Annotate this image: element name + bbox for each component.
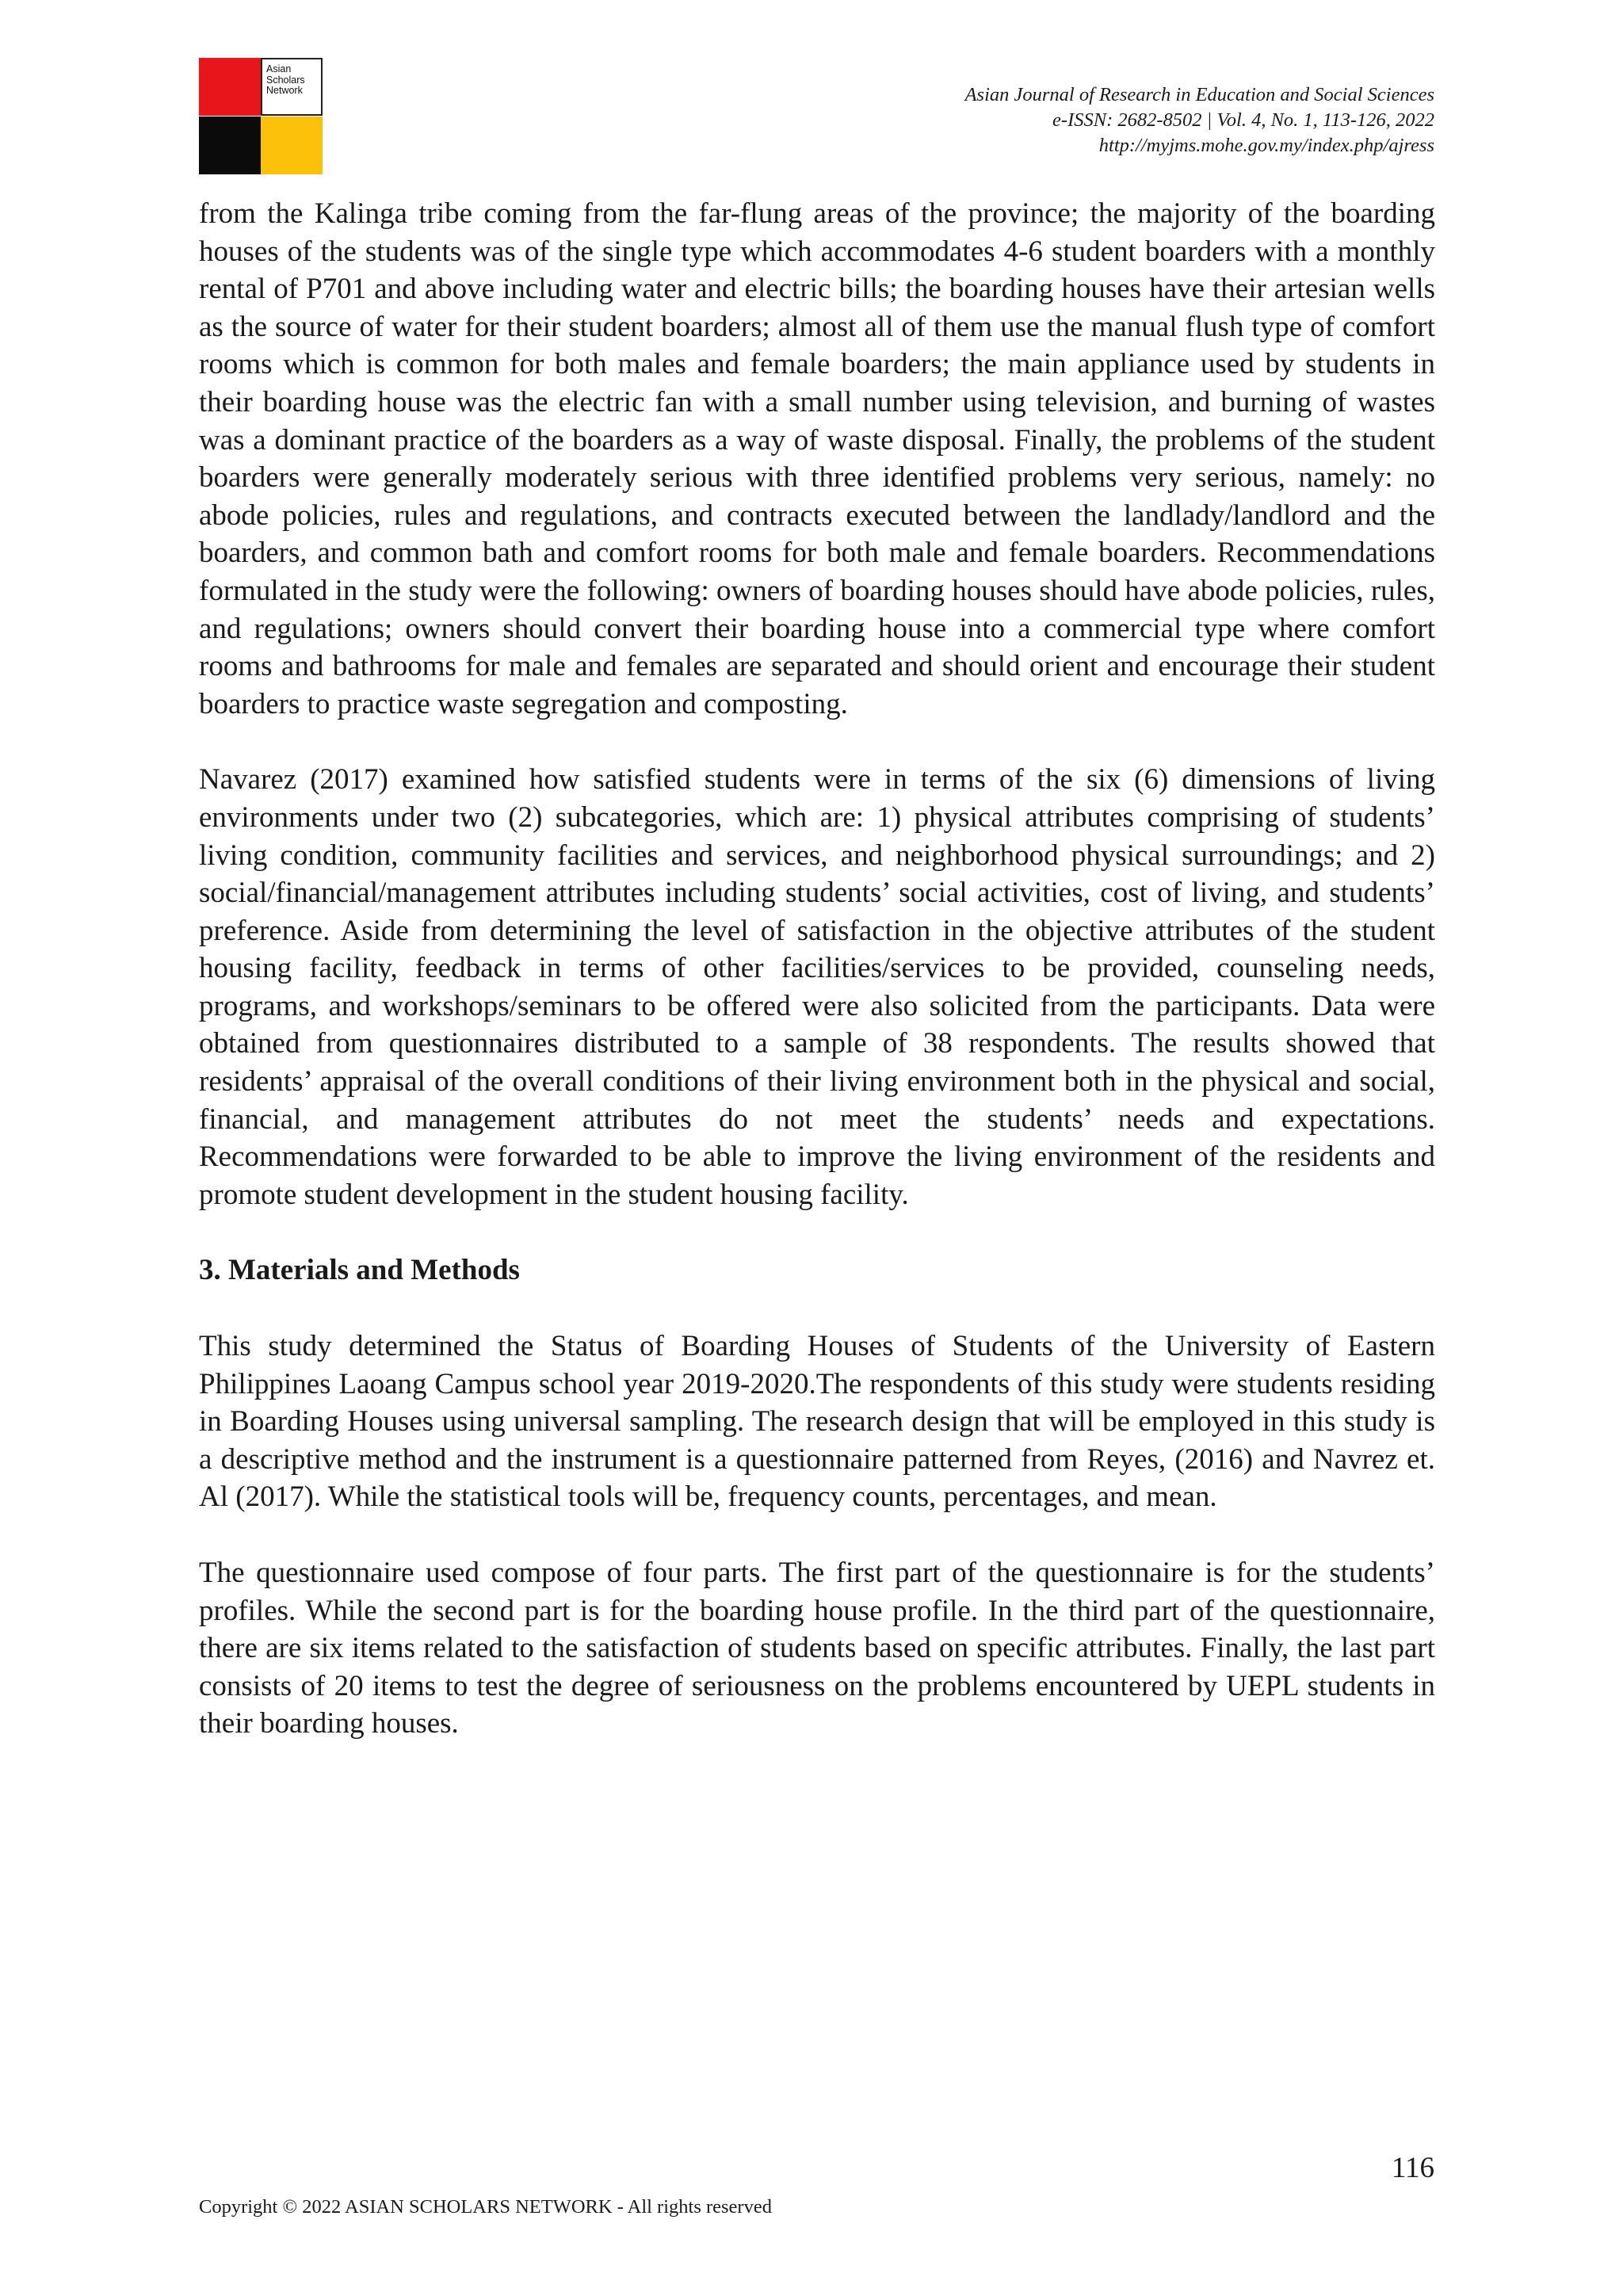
section-heading: 3. Materials and Methods [199,1254,520,1287]
body-paragraph: The questionnaire used compose of four parts. The first part of the questionnaire is for the students’ profiles. While the second part is for the boarding house profile. In the third part of the questionnaire, there are six items related to the satisfaction of students based on specific attributes. Finally, the last part consists of 20 items to test the degree of seriousness on the problems encountered by UEPL students in their boarding houses. [199,1557,1435,1740]
journal-title: Asian Journal of Research in Education and Social Sciences [964,84,1434,105]
logo-black-square [199,117,261,174]
page-number: 116 [1391,2152,1434,2184]
body-paragraph: This study determined the Status of Boarding Houses of Students of the University of Eastern Philippines Laoang Campus school year 2019-2020.The respondents of this study were students residing in Boarding Houses using universal sampling. The research design that will be employed in this study is a descriptive method and the instrument is a questionnaire patterned from Reyes, (2016) and Navrez et. Al (2017). While the statistical tools will be, frequency counts, percentages, and mean. [199,1330,1435,1514]
copyright-notice: Copyright © 2022 ASIAN SCHOLARS NETWORK - All rights reserved [199,2196,772,2218]
article-body [199,195,1435,1743]
journal-info [965,82,1434,159]
logo-text: Asian Scholars Network [266,63,305,96]
journal-url: http://myjms.mohe.gov.my/index.php/ajress [1098,135,1434,156]
logo-text-box [261,58,323,116]
journal-issn: e-ISSN: 2682-8502 | Vol. 4, No. 1, 113-126, 2022 [1052,109,1434,131]
logo-yellow-square [261,117,323,174]
body-paragraph: from the Kalinga tribe coming from the far-flung areas of the province; the majority of the boarding houses of the students was of the single type which accommodates 4-6 student boarders with a monthly rental of P701 and above including water and electric bills; the boarding houses have their artesian wells as the source of water for their student boarders; almost all of them use the manual flush type of comfort rooms which is common for both males and female boarders; the main appliance used by students in their boarding house was the electric fan with a small number using television, and burning of wastes was a dominant practice of the boarders as a way of waste disposal. Finally, the problems of the student boarders were generally moderately serious with three identified problems very serious, namely: no abode policies, rules and regulations, and contracts executed between the landlady/landlord and the boarders, and common bath and comfort rooms for both male and female boarders. Recommendations formulated in the study were the following: owners of boarding houses should have abode policies, rules, and regulations; owners should convert their boarding house into a commercial type where comfort rooms and bathrooms for male and females are separated and should orient and encourage their student boarders to practice waste segregation and composting. [199,197,1435,720]
body-paragraph: Navarez (2017) examined how satisfied students were in terms of the six (6) dimensions of living environments under two (2) subcategories, which are: 1) physical attributes comprising of students’ living condition, community facilities and services, and neighborhood physical surroundings; and 2) social/financial/management attributes including students’ social activities, cost of living, and students’ preference. Aside from determining the level of satisfaction in the objective attributes of the student housing facility, feedback in terms of other facilities/services to be provided, counseling needs, programs, and workshops/seminars to be offered were also solicited from the participants. Data were obtained from questionnaires distributed to a sample of 38 respondents. The results showed that residents’ appraisal of the overall conditions of their living environment both in the physical and social, financial, and management attributes do not meet the students’ needs and expectations. Recommendations were forwarded to be able to improve the living environment of the residents and promote student development in the student housing facility. [199,763,1435,1211]
asian-scholars-network-logo [199,58,323,174]
logo-red-square [199,58,261,116]
